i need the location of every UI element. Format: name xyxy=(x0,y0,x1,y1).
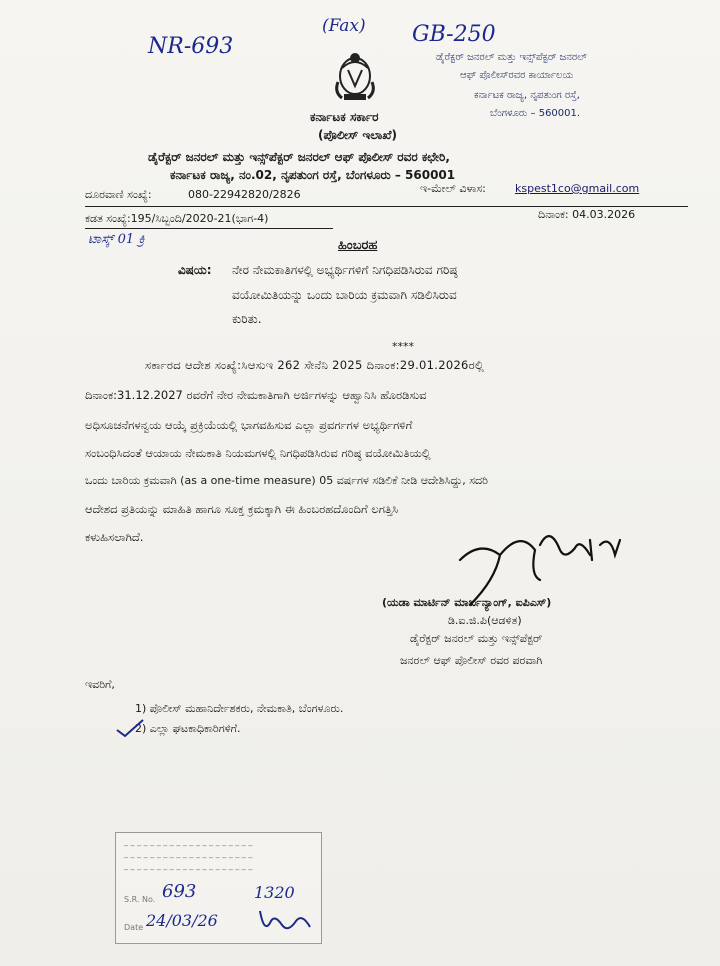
signatory-line-3: ಜನರಲ್ ಆಫ್ ಪೊಲೀಸ್ ರವರ ಪರವಾಗಿ xyxy=(400,654,543,667)
email-label: ಇ-ಮೇಲ್ ವಿಳಾಸ: xyxy=(420,182,486,195)
govt-title: ಕರ್ನಾಟಕ ಸರ್ಕಾರ xyxy=(310,110,379,124)
subject-line-2: ವಯೋಮಿತಿಯನ್ನು ಒಂದು ಬಾರಿಯ ಕ್ರಮವಾಗಿ ಸಡಿಲಿಸಿರುವ xyxy=(232,288,457,302)
dept-title: (ಪೊಲೀಸ್ ಇಲಾಖೆ) xyxy=(318,128,397,142)
recipients-label: ಇವರಿಗೆ, xyxy=(85,678,115,691)
stamp-initials-icon xyxy=(256,903,316,939)
body-line-1: ಸರ್ಕಾರದ ಆದೇಶ ಸಂಖ್ಯೆ:ಸಿಆಸುಇ 262 ಸೇನೆನಿ 2025 ದಿನಾಂಕ:29.01.2026ರಲ್ಲಿ xyxy=(145,358,485,372)
handwritten-nr: NR-693 xyxy=(148,34,234,59)
subject-line-3: ಕುರಿತು. xyxy=(232,312,262,326)
stamp-no-label: S.R. No. xyxy=(124,895,156,904)
handwritten-ref: ಟಾಸ್ಕ್ 01 ಕ್ರಿ xyxy=(88,232,145,247)
signatory-designation: ಡಿ.ಐ.ಜಿ.ಪಿ(ಆಡಳಿತ) xyxy=(448,614,522,627)
stamp-date-value: 24/03/26 xyxy=(146,911,218,930)
body-line-7: ಕಳುಹಿಸಲಾಗಿದೆ. xyxy=(85,530,144,544)
office-name: ಡೈರೆಕ್ಟರ್ ಜನರಲ್ ಮತ್ತು ಇನ್ಸ್‌ಪೆಕ್ಟರ್ ಜನರಲ್ ಆಫ್ ಪೊಲೀಸ್ ರವರ ಕಛೇರಿ, xyxy=(148,150,450,164)
inward-stamp: _ _ _ _ _ _ _ _ _ _ _ _ _ _ _ _ _ _ _ _ _ _ _ _ _ _ _ _ _ _ _ _ _ _ _ _ _ _ _ _ _ _ _ _ _ _ _ _ _ _ _ _ _ _ _ _ _ _ _ _ S.R. No. 693 1320 Date 24/03/26 xyxy=(115,832,322,944)
handwritten-gb: GB-250 xyxy=(412,22,496,47)
subject-line-1: ನೇರ ನೇಮಕಾತಿಗಳಲ್ಲಿ ಅಭ್ಯರ್ಥಿಗಳಿಗೆ ನಿಗಧಿಪಡಿಸಿರುವ ಗರಿಷ್ಠ xyxy=(232,263,458,277)
file-number: ಕಡತ ಸಂಖ್ಯೆ:195/ಸಿಬ್ಬಂದಿ/2020-21(ಭಾಗ-4) xyxy=(85,212,269,225)
office-address: ಕರ್ನಾಟಕ ರಾಜ್ಯ, ನಂ.02, ನೃಪತುಂಗ ರಸ್ತೆ, ಬೆಂಗಳೂರು – 560001 xyxy=(170,168,456,182)
separator-stars: **** xyxy=(392,340,414,353)
recipient-2-tick-icon xyxy=(115,718,145,738)
document-date: ದಿನಾಂಕ: 04.03.2026 xyxy=(538,208,636,221)
phone-label: ದೂರವಾಣಿ ಸಂಖ್ಯೆ: xyxy=(85,188,152,201)
recipient-2: 2) ಎಲ್ಲಾ ಘಟಕಾಧಿಕಾರಿಗಳಿಗೆ. xyxy=(135,722,241,735)
body-line-5: ಒಂದು ಬಾರಿಯ ಕ್ರಮವಾಗಿ (as a one-time measure) 05 ವರ್ಷಗಳ ಸಡಿಲಿಕೆ ನೀಡಿ ಆದೇಶಿಸಿದ್ದು, ಸದರಿ xyxy=(85,474,488,487)
signatory-line-2: ಡೈರೆಕ್ಟರ್ ಜನರಲ್ ಮತ್ತು ಇನ್ಸ್‌ಪೆಕ್ಟರ್ xyxy=(410,632,543,645)
email-address[interactable]: kspest1co@gmail.com xyxy=(515,182,640,195)
document-type: ಹಿಂಬರಹ xyxy=(338,238,378,253)
recipient-1: 1) ಪೊಲೀಸ್ ಮಹಾನಿರ್ದೇಶಕರು, ನೇಮಕಾತಿ, ಬೆಂಗಳೂರು. xyxy=(135,702,344,715)
body-line-3: ಅಧಿಸೂಚನೆಗಳನ್ವಯ ಆಯ್ಕೆ ಪ್ರಕ್ರಿಯೆಯಲ್ಲಿ ಭಾಗವಹಿಸುವ ಎಲ್ಲಾ ಪ್ರವರ್ಗಗಳ ಅಭ್ಯರ್ಥಿಗಳಿಗೆ xyxy=(85,418,413,432)
body-line-6: ಆದೇಶದ ಪ್ರತಿಯನ್ನು ಮಾಹಿತಿ ಹಾಗೂ ಸೂಕ್ತ ಕ್ರಮಕ್ಕಾಗಿ ಈ ಹಿಂಬರಹದೊಂದಿಗೆ ಲಗತ್ತಿಸಿ xyxy=(85,502,399,516)
stamp-no-extra: 1320 xyxy=(254,883,295,902)
signatory-name: (ಯಡಾ ಮಾರ್ಟಿನ್ ಮಾರ್ಬನ್ಯಾಂಗ್, ಐಪಿಎಸ್) xyxy=(382,596,552,609)
stamp-date-label: Date xyxy=(124,923,144,932)
header-divider xyxy=(85,206,688,207)
phone-number: 080-22942820/2826 xyxy=(188,188,301,201)
forward-line-2: ಆಫ್ ಪೊಲೀಸ್‌ರವರ ಕಾರ್ಯಾಲಯ xyxy=(460,70,574,81)
forward-line-1: ಡೈರೆಕ್ಟರ್ ಜನರಲ್ ಮತ್ತು ಇನ್ಸ್‌ಪೆಕ್ಟರ್ ಜನರಲ್ xyxy=(436,52,587,63)
forward-line-4: ಬೆಂಗಳೂರು – 560001. xyxy=(490,108,581,119)
state-emblem-icon xyxy=(330,48,380,106)
handwritten-fax: (Fax) xyxy=(322,16,366,36)
forward-line-3: ಕರ್ನಾಟಕ ರಾಜ್ಯ, ನೃಪತುಂಗ ರಸ್ತೆ, xyxy=(474,90,580,101)
body-line-4: ಸಂಬಂಧಿಸಿದಂತೆ ಆಯಾಯ ನೇಮಕಾತಿ ನಿಯಮಗಳಲ್ಲಿ ನಿಗಧಿಪಡಿಸಿರುವ ಗರಿಷ್ಠ ವಯೋಮಿತಿಯಲ್ಲಿ xyxy=(85,446,431,460)
subject-label: ವಿಷಯ: xyxy=(178,263,212,277)
stamp-no-value: 693 xyxy=(162,881,197,902)
file-underline xyxy=(85,228,333,229)
body-line-2: ದಿನಾಂಕ:31.12.2027 ರವರೆಗೆ ನೇರ ನೇಮಕಾತಿಗಾಗಿ ಅರ್ಜಿಗಳನ್ನು ಆಹ್ವಾನಿಸಿ ಹೊರಡಿಸುವ xyxy=(85,388,427,402)
